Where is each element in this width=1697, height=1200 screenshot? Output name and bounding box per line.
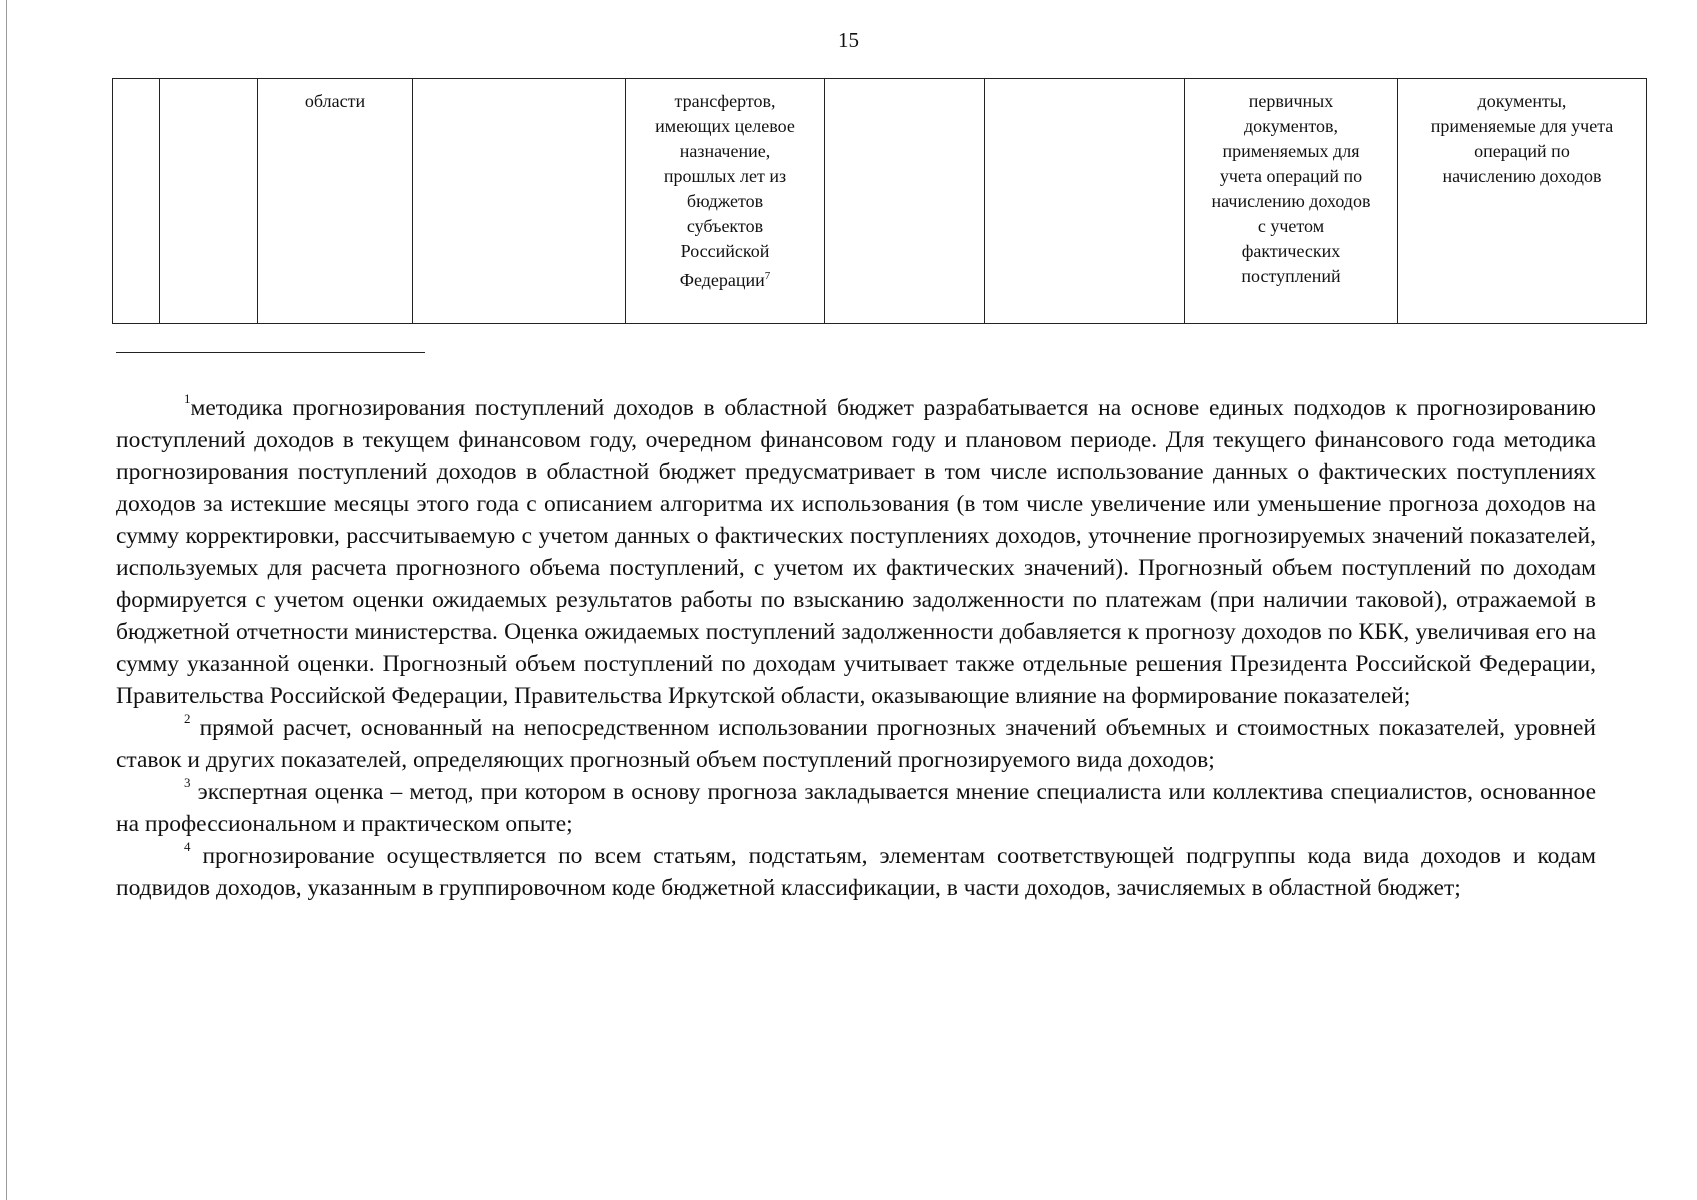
table-cell-1 [113, 79, 160, 324]
footnote-marker: 1 [184, 391, 191, 406]
table-cell-8: первичных документов, применяемых для учета операций по начислению доходов с учетом фактических поступлений [1185, 79, 1398, 324]
continuation-table [112, 78, 1647, 324]
table-cell-2 [160, 79, 258, 324]
footnote-text: методика прогнозирования поступлений доходов в областной бюджет разрабатывается на основе единых подходов к прогнозированию поступлений доходов в текущем финансовом году, очередном финансовом году и плановом периоде. Для текущего финансового года методика прогнозирования поступлений доходов в областной бюджет предусматривает в том числе использование данных о фактических поступлениях доходов за истекшие месяцы этого года с описанием алгоритма их использования (в том числе увеличение или уменьшение прогноза доходов на сумму корректировки, рассчитываемую с учетом данных о фактических поступлениях доходов, уточнение прогнозируемых значений показателей, используемых для расчета прогнозного объема поступлений, с учетом их фактических значений). Прогнозный объем поступлений по доходам формируется с учетом оценки ожидаемых результатов работы по взысканию задолженности по платежам (при наличии таковой), отражаемой в бюджетной отчетности министерства. Оценка ожидаемых поступлений задолженности добавляется к прогнозу доходов по КБК, увеличивая его на сумму указанной оценки. Прогнозный объем поступлений по доходам учитывает также отдельные решения Президента Российской Федерации, Правительства Российской Федерации, Правительства Иркутской области, оказывающие влияние на формирование показателей; [116, 395, 1596, 709]
table-cell-4 [413, 79, 626, 324]
footnote-ref-7: 7 [764, 270, 771, 282]
footnote-text: экспертная оценка – метод, при котором в основу прогноза закладывается мнение специалиста или коллектива специалистов, основанное на профессиональном и практическом опыте; [116, 779, 1597, 837]
footnote-1 [116, 392, 1596, 712]
footnote-marker: 3 [184, 775, 191, 790]
footnote-marker: 2 [184, 711, 191, 726]
scan-edge-line [6, 0, 7, 1200]
table-cell-3: области [258, 79, 413, 324]
table-cell-9: документы, применяемые для учета операций по начислению доходов [1398, 79, 1647, 324]
footnote-marker: 4 [184, 839, 191, 854]
footnote-separator [116, 352, 425, 353]
footnote-text: прямой расчет, основанный на непосредственном использовании прогнозных значений объемных и стоимостных показателей, уровней ставок и других показателей, определяющих прогнозный объем поступлений прогнозируемого вида доходов; [116, 715, 1597, 773]
footnote-2 [116, 712, 1596, 776]
footnote-3 [116, 776, 1596, 840]
footnotes-block [116, 392, 1596, 904]
footnote-text: прогнозирование осуществляется по всем статьям, подстатьям, элементам соответствующей подгруппы кода вида доходов и кодам подвидов доходов, указанным в группировочном коде бюджетной классификации, в части доходов, зачисляемых в областной бюджет; [116, 843, 1596, 901]
page-number: 15 [838, 28, 859, 52]
table-cell-7 [985, 79, 1185, 324]
table-row [113, 79, 1647, 324]
table-cell-6 [825, 79, 985, 324]
table-cell-5: трансфертов, имеющих целевое назначение, прошлых лет из бюджетов субъектов Российской Федерации$^7$ [626, 79, 825, 324]
footnote-4 [116, 840, 1596, 904]
